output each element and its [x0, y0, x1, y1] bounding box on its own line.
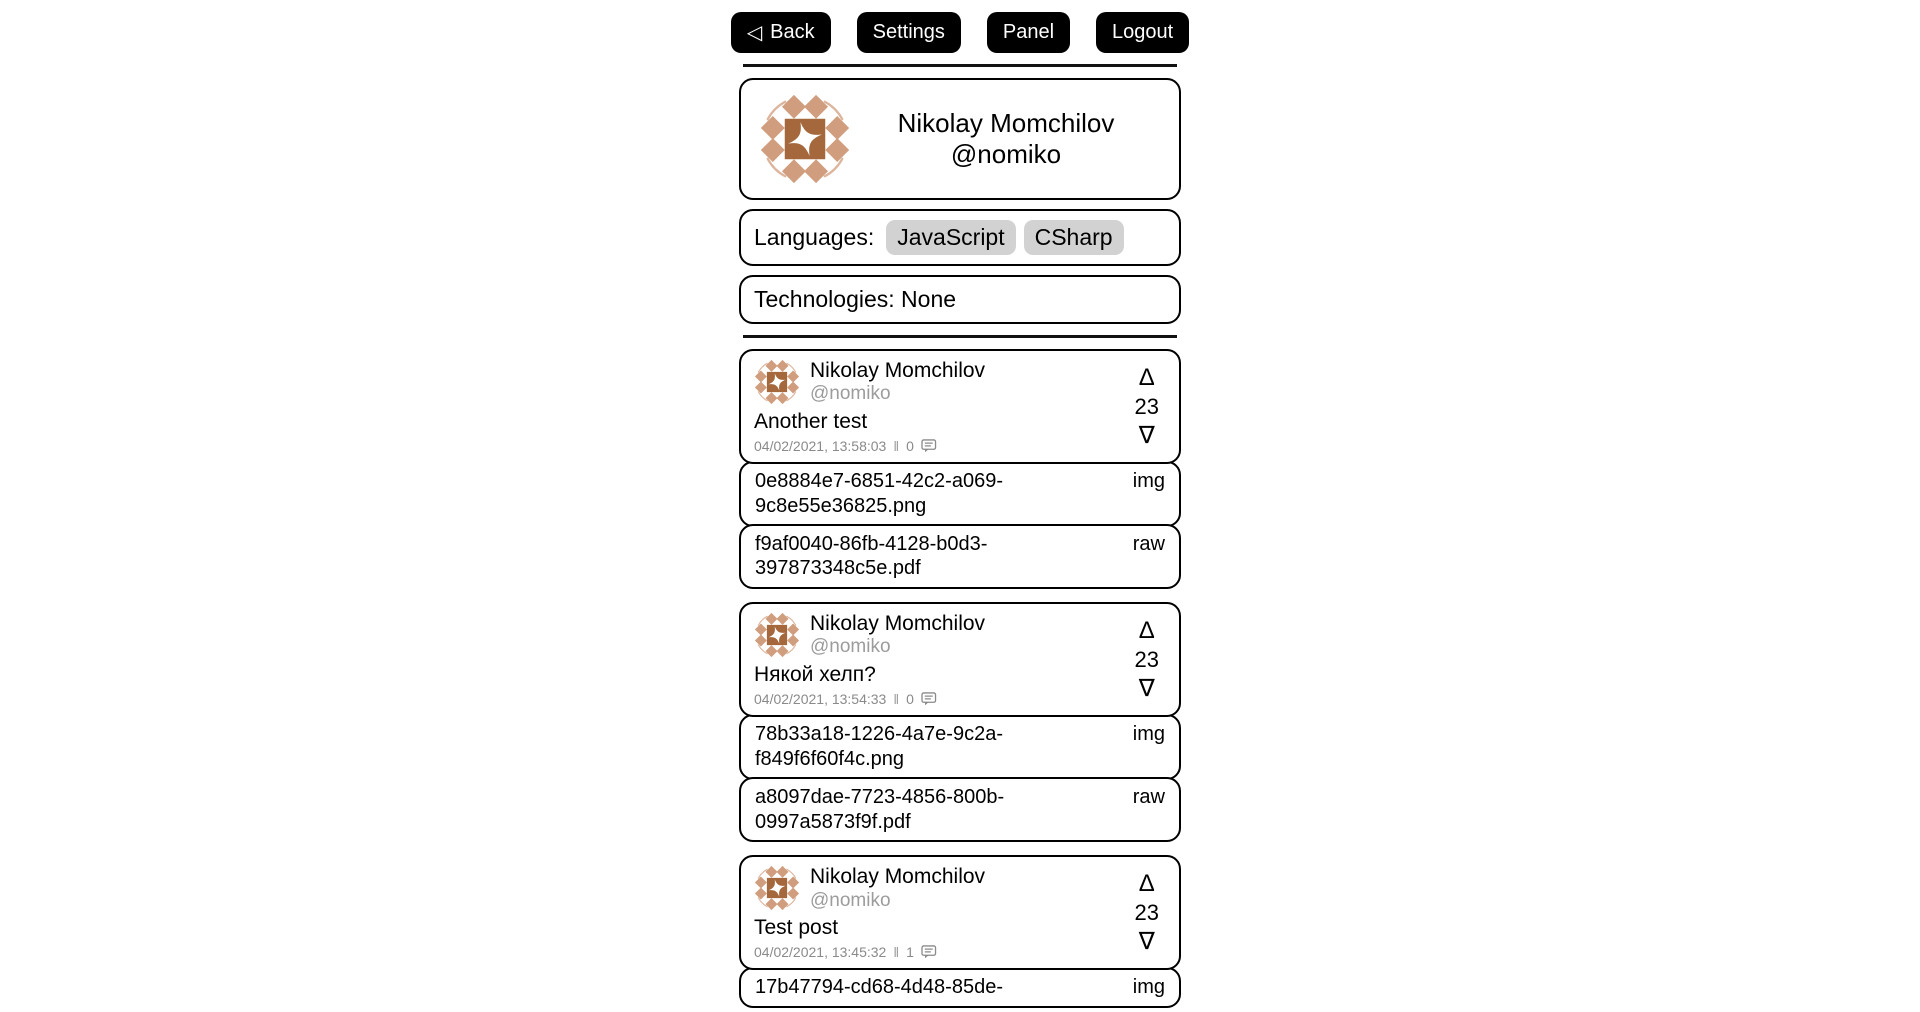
comments-icon — [921, 439, 937, 453]
language-tag-javascript: JavaScript — [886, 220, 1015, 255]
attachment-row[interactable] — [739, 967, 1181, 1008]
top-nav — [0, 0, 1920, 53]
attachment-row[interactable] — [739, 524, 1181, 590]
post-author-avatar-icon — [754, 612, 800, 658]
settings-button[interactable]: Settings — [857, 12, 961, 53]
meta-separator: ‖ — [893, 691, 900, 708]
post-author-avatar-icon — [754, 359, 800, 405]
post-timestamp: 04/02/2021, 13:45:32 — [754, 944, 887, 961]
post-author-avatar-icon — [754, 865, 800, 911]
attachment-row[interactable] — [739, 777, 1181, 843]
post-card[interactable] — [739, 855, 1181, 970]
back-button[interactable] — [731, 12, 831, 53]
profile-card — [739, 78, 1181, 200]
attachment-filename: a8097dae-7723-4856-800b-0997a5873f9f.pdf — [755, 785, 1005, 833]
profile-name: Nikolay Momchilov — [897, 108, 1115, 139]
technologies-card — [739, 275, 1181, 324]
post-timestamp: 04/02/2021, 13:58:03 — [754, 438, 887, 454]
downvote-button[interactable]: ∇ — [1138, 674, 1155, 702]
upvote-button[interactable]: Δ — [1138, 869, 1155, 897]
divider-posts — [743, 335, 1177, 338]
post-author-name: Nikolay Momchilov — [810, 865, 986, 889]
logout-button[interactable]: Logout — [1096, 12, 1189, 53]
vote-column — [1127, 865, 1169, 960]
profile-page-content — [739, 64, 1181, 1008]
post-comment-count: 0 — [906, 691, 914, 708]
post-author-handle: @nomiko — [810, 889, 891, 911]
post-title: Another test — [754, 410, 868, 433]
attachment-type: raw — [1132, 532, 1165, 555]
post-meta — [754, 944, 1127, 960]
post-author-handle: @nomiko — [810, 383, 891, 405]
comments-icon — [921, 692, 937, 706]
attachment-filename: 0e8884e7-6851-42c2-a069-9c8e55e36825.png — [755, 470, 1003, 517]
technologies-text: Technologies: None — [754, 286, 957, 312]
post-main — [754, 865, 1127, 960]
profile-handle: @nomiko — [950, 139, 1062, 169]
post-author-name: Nikolay Momchilov — [810, 359, 986, 382]
meta-separator: ‖ — [893, 438, 900, 454]
vote-score: 23 — [1134, 646, 1159, 672]
attachment-row[interactable] — [739, 461, 1181, 527]
attachment-filename: 78b33a18-1226-4a7e-9c2a-f849f6f60f4c.png — [755, 723, 1003, 770]
attachment-type: img — [1132, 470, 1165, 492]
post-header — [754, 865, 1127, 911]
vote-column — [1127, 359, 1169, 454]
post-group — [739, 602, 1181, 842]
meta-separator: ‖ — [893, 944, 900, 961]
attachment-filename: 17b47794-cd68-4d48-85de- — [755, 976, 1003, 999]
post-main — [754, 359, 1127, 454]
post-main — [754, 612, 1127, 707]
languages-label: Languages: — [754, 224, 875, 250]
profile-names — [851, 108, 1161, 169]
vote-score: 23 — [1134, 899, 1159, 925]
post-author-name: Nikolay Momchilov — [810, 612, 986, 636]
attachment-type: raw — [1132, 785, 1165, 808]
post-title: Test post — [754, 916, 839, 940]
divider-top — [743, 64, 1177, 67]
attachment-row[interactable] — [739, 714, 1181, 780]
attachment-type: img — [1132, 723, 1165, 746]
post-meta — [754, 438, 1127, 454]
attachment-type: img — [1132, 976, 1165, 999]
attachment-filename: f9af0040-86fb-4128-b0d3-397873348c5e.pdf — [755, 532, 988, 580]
vote-column — [1127, 612, 1169, 707]
post-card[interactable] — [739, 349, 1181, 464]
upvote-button[interactable]: Δ — [1138, 616, 1155, 644]
downvote-button[interactable]: ∇ — [1138, 927, 1155, 955]
post-comment-count: 1 — [906, 944, 914, 961]
post-group — [739, 349, 1181, 589]
comments-icon — [921, 945, 937, 959]
post-comment-count: 0 — [906, 438, 914, 454]
back-icon: ◁ — [746, 22, 763, 44]
post-header — [754, 359, 1127, 405]
post-title: Някой хелп? — [754, 663, 876, 687]
upvote-button[interactable]: Δ — [1138, 363, 1155, 391]
post-header — [754, 612, 1127, 658]
vote-score: 23 — [1134, 393, 1159, 419]
profile-avatar-icon — [759, 93, 851, 185]
languages-card — [739, 209, 1181, 266]
post-author-handle: @nomiko — [810, 636, 891, 658]
post-card[interactable] — [739, 602, 1181, 717]
downvote-button[interactable]: ∇ — [1138, 421, 1155, 449]
back-label: Back — [770, 21, 815, 43]
post-meta — [754, 691, 1127, 707]
language-tag-csharp: CSharp — [1024, 220, 1124, 255]
panel-button[interactable]: Panel — [987, 12, 1070, 53]
post-timestamp: 04/02/2021, 13:54:33 — [754, 691, 887, 708]
post-group — [739, 855, 1181, 1008]
